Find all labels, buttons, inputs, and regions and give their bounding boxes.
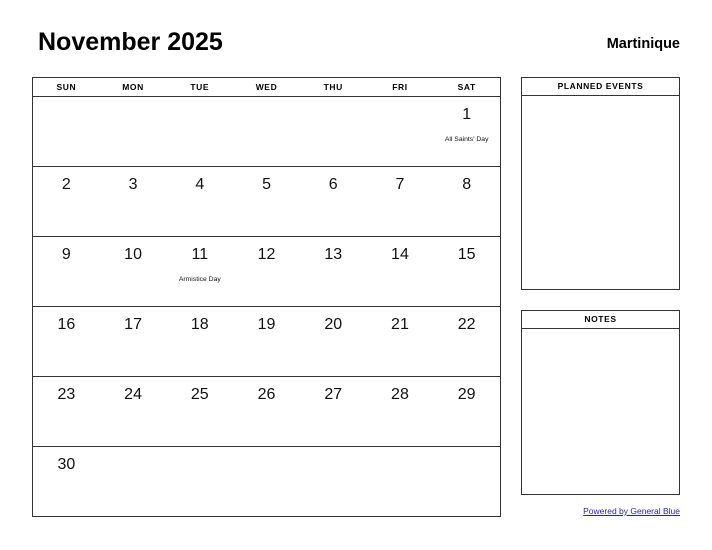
day-number: 9	[61, 246, 71, 263]
calendar-week-row	[33, 97, 500, 167]
day-number: 20	[324, 316, 343, 333]
calendar-day-cell[interactable]	[33, 237, 100, 306]
calendar-day-cell[interactable]	[100, 167, 167, 236]
weekday-header-row	[33, 78, 500, 97]
calendar-day-cell[interactable]	[300, 167, 367, 236]
calendar-day-cell[interactable]	[367, 307, 434, 376]
calendar-week-row	[33, 307, 500, 377]
day-number: 13	[324, 246, 343, 263]
calendar-day-cell[interactable]	[166, 307, 233, 376]
calendar-day-cell[interactable]	[166, 167, 233, 236]
calendar-week-row	[33, 167, 500, 237]
day-number: 10	[124, 246, 142, 263]
day-number: 23	[57, 386, 76, 403]
day-number: 29	[457, 386, 476, 403]
calendar-day-cell[interactable]	[367, 97, 434, 166]
weekday-header-thu: THU	[323, 82, 343, 92]
day-number: 28	[391, 386, 409, 403]
footer	[583, 506, 680, 516]
calendar-day-cell[interactable]	[367, 377, 434, 446]
powered-by-link[interactable]: Powered by General Blue	[583, 506, 680, 516]
day-number: 4	[195, 176, 205, 193]
day-event: Armistice Day	[178, 276, 221, 283]
day-number: 11	[191, 246, 209, 263]
day-number: 3	[128, 176, 138, 193]
calendar-day-cell[interactable]	[433, 377, 500, 446]
day-number: 12	[257, 246, 276, 263]
calendar-day-cell[interactable]	[233, 97, 300, 166]
calendar-day-cell[interactable]	[433, 167, 500, 236]
day-number: 8	[462, 176, 472, 193]
region-label: Martinique	[606, 36, 680, 52]
day-event: All Saints' Day	[444, 136, 489, 143]
calendar-day-cell[interactable]	[33, 447, 100, 516]
calendar-day-cell[interactable]	[433, 307, 500, 376]
weekday-header-sat: SAT	[457, 82, 476, 92]
calendar-day-cell[interactable]	[166, 447, 233, 516]
day-number: 27	[324, 386, 343, 403]
weekday-header-mon: MON	[122, 82, 144, 92]
calendar-day-cell[interactable]	[300, 237, 367, 306]
notes-panel[interactable]	[521, 310, 680, 495]
day-number: 2	[61, 176, 71, 193]
calendar-day-cell[interactable]	[33, 97, 100, 166]
day-number: 25	[190, 386, 209, 403]
day-number: 7	[395, 176, 405, 193]
calendar-day-cell[interactable]	[433, 97, 500, 166]
calendar-day-cell[interactable]	[300, 377, 367, 446]
calendar-day-cell[interactable]	[300, 97, 367, 166]
calendar-day-cell[interactable]	[367, 167, 434, 236]
calendar-grid	[32, 77, 501, 517]
day-number: 21	[391, 316, 409, 333]
planned-events-panel[interactable]	[521, 77, 680, 290]
page-header	[32, 28, 680, 70]
calendar-day-cell[interactable]	[166, 237, 233, 306]
calendar-day-cell[interactable]	[100, 237, 167, 306]
calendar-day-cell[interactable]	[100, 447, 167, 516]
calendar-day-cell[interactable]	[433, 447, 500, 516]
weekday-header-fri: FRI	[392, 82, 408, 92]
day-number: 18	[190, 316, 209, 333]
calendar-day-cell[interactable]	[233, 377, 300, 446]
day-number: 14	[391, 246, 409, 263]
day-number: 19	[257, 316, 276, 333]
calendar-week-row	[33, 237, 500, 307]
day-number: 6	[328, 176, 338, 193]
calendar-day-cell[interactable]	[166, 97, 233, 166]
calendar-day-cell[interactable]	[100, 97, 167, 166]
calendar-day-cell[interactable]	[100, 307, 167, 376]
day-number: 17	[124, 316, 142, 333]
notes-title: NOTES	[522, 311, 679, 329]
calendar-day-cell[interactable]	[33, 377, 100, 446]
day-number: 22	[457, 316, 476, 333]
calendar-day-cell[interactable]	[233, 447, 300, 516]
planned-events-title: PLANNED EVENTS	[522, 78, 679, 96]
calendar-day-cell[interactable]	[166, 377, 233, 446]
day-number: 1	[462, 106, 472, 123]
calendar-day-cell[interactable]	[300, 447, 367, 516]
calendar-day-cell[interactable]	[233, 167, 300, 236]
calendar-day-cell[interactable]	[100, 377, 167, 446]
day-number: 16	[57, 316, 76, 333]
calendar-day-cell[interactable]	[233, 237, 300, 306]
calendar-day-cell[interactable]	[300, 307, 367, 376]
day-number: 26	[257, 386, 276, 403]
calendar-day-cell[interactable]	[433, 237, 500, 306]
calendar-week-row	[33, 447, 500, 516]
calendar-day-cell[interactable]	[367, 447, 434, 516]
day-number: 30	[57, 456, 76, 473]
calendar-day-cell[interactable]	[233, 307, 300, 376]
weekday-header-wed: WED	[255, 82, 278, 92]
day-number: 15	[457, 246, 476, 263]
calendar-day-cell[interactable]	[33, 167, 100, 236]
day-number: 24	[124, 386, 142, 403]
calendar-week-row	[33, 377, 500, 447]
page-title: November 2025	[38, 28, 223, 56]
weekday-header-sun: SUN	[56, 82, 77, 92]
calendar-day-cell[interactable]	[33, 307, 100, 376]
weekday-header-tue: TUE	[190, 82, 210, 92]
calendar-day-cell[interactable]	[367, 237, 434, 306]
day-number: 5	[262, 176, 271, 193]
